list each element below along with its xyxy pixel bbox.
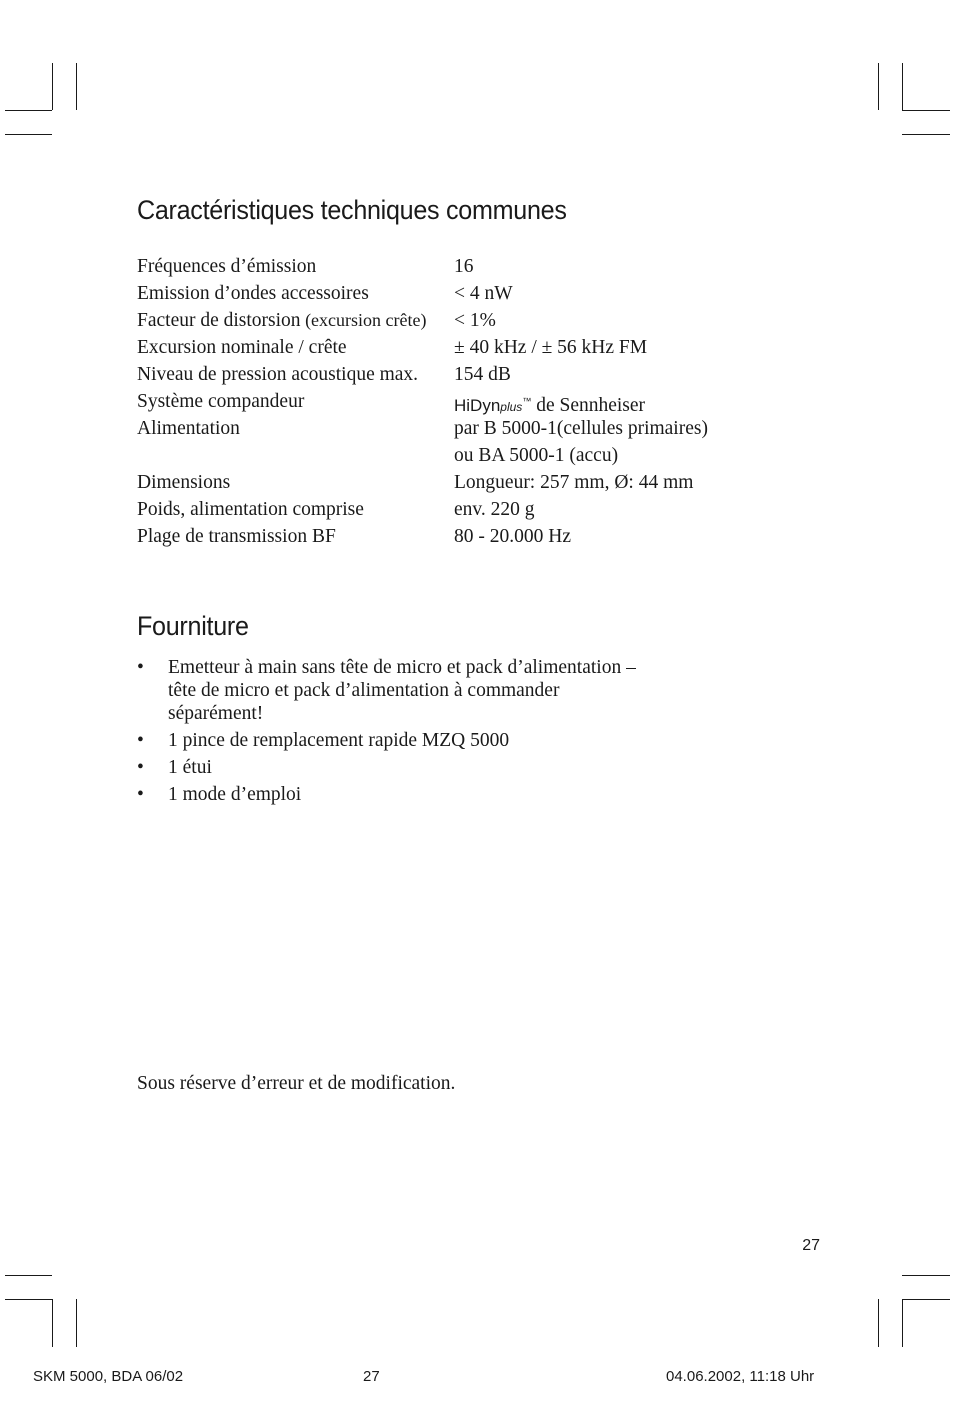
spec-label: Poids, alimentation comprise xyxy=(137,499,364,520)
hidyn-brand-plus: plus xyxy=(500,400,523,414)
hidyn-brand: HiDyn xyxy=(454,396,501,415)
bullet: • xyxy=(137,784,144,805)
list-item xyxy=(137,729,657,752)
list-item xyxy=(137,756,657,779)
slug-right: 04.06.2002, 11:18 Uhr xyxy=(666,1368,815,1385)
crop-mark xyxy=(5,1275,52,1276)
spec-value: ± 40 kHz / ± 56 kHz FM xyxy=(454,337,648,358)
disclaimer-note: Sous réserve d’erreur et de modification. xyxy=(137,1073,456,1094)
page-number: 27 xyxy=(802,1237,820,1254)
spec-value: 16 xyxy=(454,256,474,277)
spec-value: 154 dB xyxy=(454,364,511,385)
crop-mark xyxy=(902,1299,903,1347)
spec-label-qualifier: (excursion crête) xyxy=(300,310,427,330)
list-item-text: 1 pince de remplacement rapide MZQ 5000 xyxy=(168,730,510,751)
spec-label: Alimentation xyxy=(137,418,240,439)
specs-heading: Caractéristiques techniques communes xyxy=(137,195,567,225)
crop-mark xyxy=(878,63,879,110)
trademark-symbol: ™ xyxy=(522,396,532,406)
spec-label-main: Facteur de distorsion xyxy=(137,310,301,331)
spec-value: < 4 nW xyxy=(454,283,513,304)
bullet: • xyxy=(137,757,144,778)
bullet: • xyxy=(137,730,144,751)
spec-value: < 1% xyxy=(454,310,496,331)
crop-mark xyxy=(5,110,52,111)
crop-mark xyxy=(76,63,77,110)
crop-mark xyxy=(902,110,950,111)
supply-list xyxy=(137,656,657,810)
crop-mark xyxy=(52,63,53,110)
list-item xyxy=(137,783,657,806)
crop-mark xyxy=(902,1275,950,1276)
bullet: • xyxy=(137,657,144,678)
spec-label: Excursion nominale / crête xyxy=(137,337,347,358)
spec-value-line: ou BA 5000-1 (accu) xyxy=(454,445,619,466)
spec-label xyxy=(137,307,427,334)
crop-mark xyxy=(902,1299,950,1300)
slug-center: 27 xyxy=(363,1368,380,1385)
slug-left: SKM 5000, BDA 06/02 xyxy=(33,1368,184,1385)
supply-heading: Fourniture xyxy=(137,611,249,641)
spec-label: Fréquences d’émission xyxy=(137,256,317,277)
spec-label: Emission d’ondes accessoires xyxy=(137,283,369,304)
crop-mark xyxy=(52,1299,53,1347)
spec-value: env. 220 g xyxy=(454,499,535,520)
crop-mark xyxy=(902,63,903,110)
spec-value-text: de Sennheiser xyxy=(531,395,646,416)
crop-mark xyxy=(76,1299,77,1347)
crop-mark xyxy=(902,134,950,135)
spec-value: 80 - 20.000 Hz xyxy=(454,526,571,547)
spec-label: Plage de transmission BF xyxy=(137,526,336,547)
crop-mark xyxy=(878,1299,879,1347)
crop-mark xyxy=(5,1299,52,1300)
spec-value xyxy=(454,415,708,469)
spec-label: Niveau de pression acoustique max. xyxy=(137,364,419,385)
spec-value: Longueur: 257 mm, Ø: 44 mm xyxy=(454,472,694,493)
spec-label: Dimensions xyxy=(137,472,231,493)
list-item-text: Emetteur à main sans tête de micro et pack d’alimentation – tête de micro et pack d’alimentation à commander séparément! xyxy=(168,657,636,724)
crop-mark xyxy=(5,134,52,135)
list-item xyxy=(137,656,657,725)
spec-label: Système compandeur xyxy=(137,391,305,412)
list-item-text: 1 étui xyxy=(168,757,212,778)
spec-value-line: par B 5000-1(cellules primaires) xyxy=(454,418,708,439)
list-item-text: 1 mode d’emploi xyxy=(168,784,302,805)
